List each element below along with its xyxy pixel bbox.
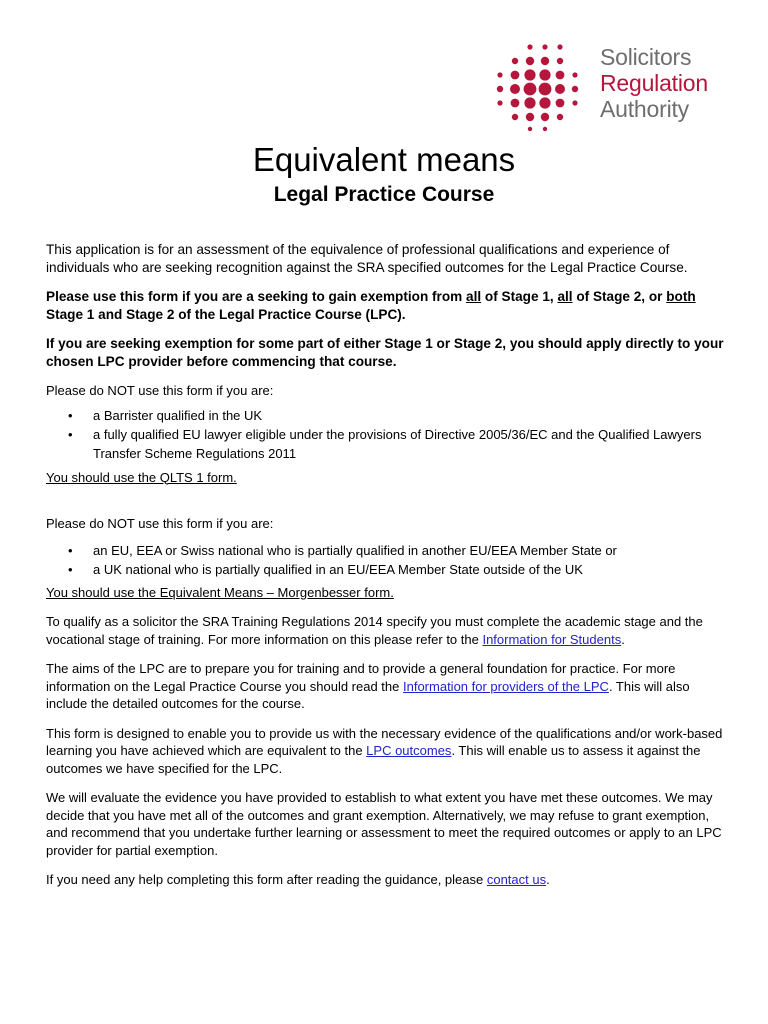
aims-end: . This will also include the detailed outcomes for the course.	[46, 678, 690, 711]
list-item-text: a UK national who is partially qualified in an EU/EEA Member State outside of the UK	[93, 561, 583, 577]
contact-us-link[interactable]: contact us	[486, 872, 547, 887]
bold1-all-2: all	[557, 289, 573, 304]
logo-line-authority: Authority	[600, 96, 689, 122]
qualify-end: .	[621, 631, 625, 647]
section1-list	[46, 406, 726, 463]
evaluate-paragraph: We will evaluate the evidence you have provided to establish to what extent you have met these outcomes. We may decide that you have met all of the outcomes and grant exemption. Alternatively, we may refuse to grant exemption, and recommend that you undertake further learning or assessment to meet the required outcomes or apply to an LPC provider for partial exemption.	[46, 790, 722, 858]
list-item: • a Barrister qualified in the UK	[68, 407, 263, 423]
help-text: If you need any help completing this form after reading the guidance, please	[46, 872, 487, 887]
bold1-all-1: all	[466, 289, 482, 304]
logo-line-regulation: Regulation	[600, 70, 708, 96]
section2-list	[46, 541, 726, 579]
aims-paragraph	[46, 660, 726, 713]
list-item: • a UK national who is partially qualified in an EU/EEA Member State outside of the UK	[68, 561, 583, 577]
information-for-providers-link[interactable]: Information for providers of the LPC	[403, 678, 609, 694]
section1-intro: Please do NOT use this form if you are:	[46, 383, 274, 398]
section2-intro: Please do NOT use this form if you are:	[46, 516, 274, 531]
intro-paragraph: This application is for an assessment of the equivalence of professional qualifications and experience of individuals who are seeking recognition against the SRA specified outcomes for the Legal Practice Course.	[46, 242, 688, 275]
bold1-text-b: of Stage 1,	[481, 289, 558, 304]
qualify-text: To qualify as a solicitor the SRA Training Regulations 2014 specify you must complete the academic stage and the vocational stage of training. For more information on this please refer to the	[46, 614, 703, 647]
sra-logo	[494, 42, 724, 132]
list-item: • a fully qualified EU lawyer eligible under the provisions of Directive 2005/36/EC and the Qualified Lawyers Transfer Scheme Regulations 2011	[68, 426, 702, 461]
form-purpose-paragraph	[46, 725, 726, 778]
bold1-text-a: Please use this form if you are a seeking to gain exemption from	[46, 289, 467, 304]
bold1-text-d: Stage 1 and Stage 2 of the Legal Practice Course (LPC).	[46, 306, 406, 322]
list-item-text: a Barrister qualified in the UK	[93, 407, 263, 423]
list-item-text: a fully qualified EU lawyer eligible under the provisions of Directive 2005/36/EC and the Qualified Lawyers Transfer Scheme Regulations 2011	[93, 426, 702, 461]
list-item-text: an EU, EEA or Swiss national who is partially qualified in another EU/EEA Member State or	[93, 542, 617, 558]
exemption-full-paragraph	[46, 288, 726, 323]
page-title: Equivalent means	[252, 141, 516, 178]
lpc-outcomes-link[interactable]: LPC outcomes	[366, 743, 452, 758]
qualify-paragraph	[46, 613, 726, 648]
logo-line-solicitors: Solicitors	[600, 44, 692, 70]
information-for-students-link[interactable]: Information for Students	[482, 631, 622, 647]
qlts-form-note: You should use the QLTS 1 form.	[46, 469, 237, 485]
bold1-text-c: of Stage 2, or	[572, 289, 667, 304]
list-item: • an EU, EEA or Swiss national who is partially qualified in another EU/EEA Member State or	[68, 542, 617, 558]
help-paragraph	[46, 871, 726, 889]
morgenbesser-form-note: You should use the Equivalent Means – Morgenbesser form.	[46, 584, 394, 600]
aims-text: The aims of the LPC are to prepare you for training and to provide a general foundation for practice. For more information on the Legal Practice Course you should read the	[46, 661, 676, 694]
sra-logo-dots-icon	[494, 42, 590, 132]
document-body	[46, 241, 726, 889]
bold1-both: both	[666, 289, 696, 304]
page-subtitle: Legal Practice Course	[273, 183, 495, 206]
sra-logo-text	[600, 44, 708, 122]
form-purpose-end: . This will enable us to assess it against the outcomes we have specified for the LPC.	[46, 743, 701, 776]
help-end: .	[546, 872, 550, 887]
exemption-partial-paragraph: If you are seeking exemption for some part of either Stage 1 or Stage 2, you should apply directly to your chosen LPC provider before commencing that course.	[46, 336, 724, 369]
form-purpose-text: This form is designed to enable you to provide us with the necessary evidence of the qualifications and/or work-based learning you have achieved which are equivalent to the	[46, 725, 723, 758]
